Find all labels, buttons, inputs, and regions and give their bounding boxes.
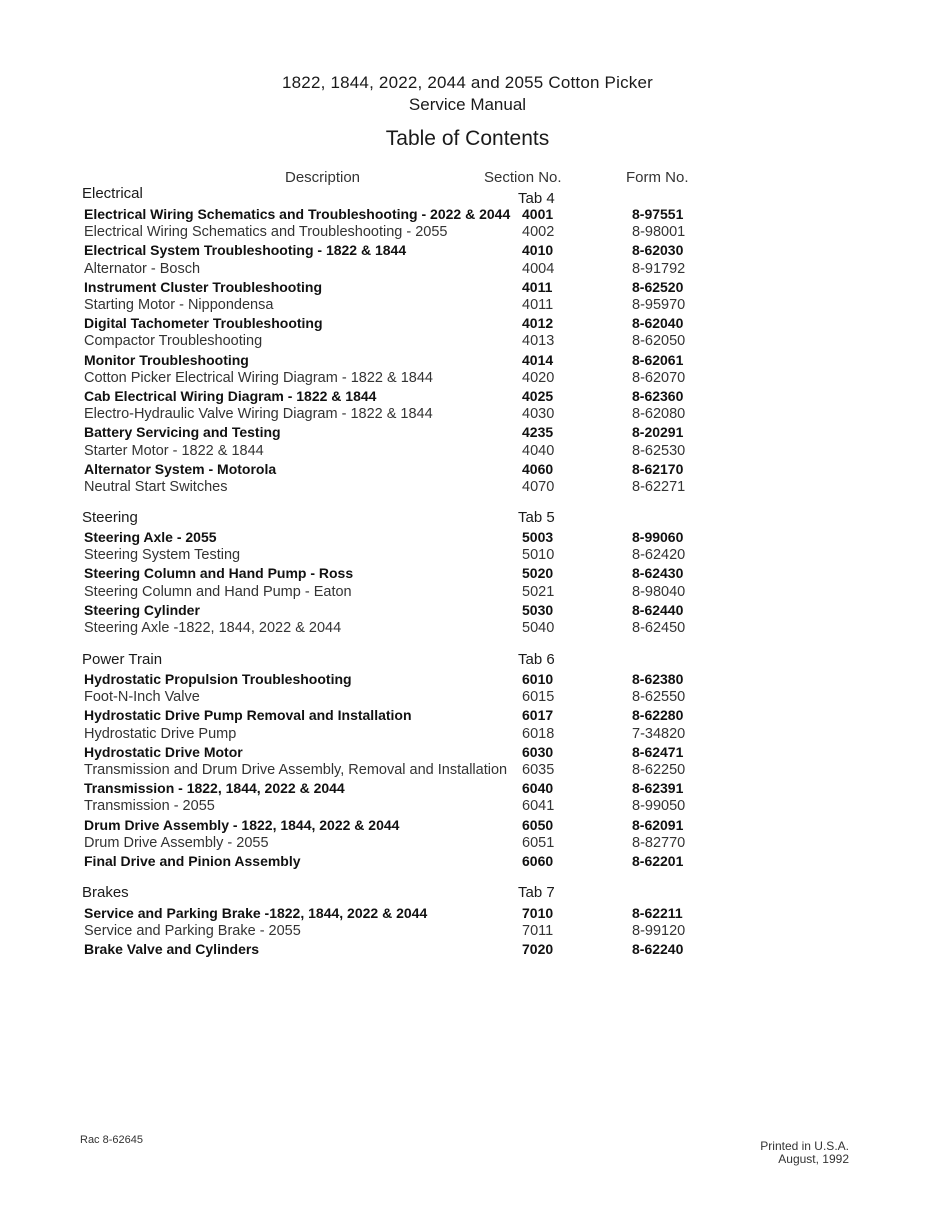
entry-section-number: 6030 [522,743,554,760]
entry-description: Steering Axle - 2055 [84,529,217,545]
entry-form-number: 8-99120 [632,923,686,940]
entry-form-number: 8-62271 [632,479,686,495]
entry-description: Drum Drive Assembly - 1822, 1844, 2022 & 2044 [84,816,400,833]
entry-section-number: 4060 [522,460,554,477]
entry-description: Steering Column and Hand Pump - Eaton [84,583,352,600]
entry-description: Instrument Cluster Troubleshooting [84,278,323,295]
entry-form-number: 8-62061 [632,351,684,368]
entry-description: Compactor Troubleshooting [84,333,263,350]
entry-section-number: 4001 [522,206,554,222]
entry-description: Steering Column and Hand Pump - Ross [84,565,354,582]
print-date: August, 1992 [778,1152,849,1166]
entry-form-number: 8-20291 [632,424,684,441]
toc-entry [0,223,935,241]
manual-subtitle: Service Manual [408,95,527,114]
manual-title: 1822, 1844, 2022, 2044 and 2055 Cotton Picker [281,73,653,92]
entry-section-number: 6017 [522,707,554,724]
entry-section-number: 4014 [522,351,554,368]
toc-entry [0,314,935,332]
section-tab: Tab 7 [518,884,555,901]
entry-section-number: 4025 [522,388,554,404]
column-header-description: Description [285,169,361,186]
entry-section-number: 7020 [522,941,554,958]
toc-entry [0,296,935,314]
toc-entry [0,369,935,387]
entry-description: Electrical Wiring Schematics and Troubleshooting - 2022 & 2044 [84,206,511,222]
entry-form-number: 8-62240 [632,941,684,958]
entry-section-number: 4011 [522,297,554,313]
toc-entry [0,332,935,350]
entry-form-number: 8-62450 [632,620,686,636]
entry-description: Digital Tachometer Troubleshooting [84,315,323,332]
entry-section-number: 4235 [522,424,554,441]
toc-entry [0,904,935,922]
entry-form-number: 8-99060 [632,529,684,545]
entry-description: Starter Motor - 1822 & 1844 [84,442,264,459]
entry-section-number: 4070 [522,479,555,495]
section-name: Power Train [82,651,163,668]
entry-section-number: 5021 [522,583,555,600]
entry-form-number: 7-34820 [632,725,686,742]
entry-description: Steering System Testing [84,547,241,564]
toc-entry [0,278,935,296]
entry-form-number: 8-62530 [632,442,686,459]
entry-form-number: 8-62170 [632,460,684,477]
toc-entry [0,546,935,564]
entry-form-number: 8-62201 [632,853,684,869]
entry-description: Cotton Picker Electrical Wiring Diagram - 1822 & 1844 [84,369,433,386]
entry-section-number: 6035 [522,762,555,778]
toc-entry [0,688,935,706]
entry-form-number: 8-62040 [632,315,684,332]
section-name: Steering [82,509,138,526]
entry-section-number: 4010 [522,242,554,259]
toc-entry [0,405,935,423]
entry-description: Final Drive and Pinion Assembly [84,853,301,869]
entry-form-number: 8-62520 [632,278,684,295]
entry-description: Service and Parking Brake - 2055 [84,923,301,940]
entry-description: Battery Servicing and Testing [84,424,281,441]
entry-description: Hydrostatic Drive Pump [84,725,237,742]
toc-entry [0,460,935,478]
entry-section-number: 4002 [522,224,555,241]
entry-form-number: 8-62430 [632,565,684,582]
entry-form-number: 8-98040 [632,583,686,600]
toc-entry [0,743,935,761]
toc-entry [0,834,935,852]
toc-entry [0,706,935,724]
entry-description: Monitor Troubleshooting [84,351,249,368]
entry-form-number: 8-62380 [632,671,684,687]
entry-description: Alternator System - Motorola [84,460,277,477]
toc-entry [0,423,935,441]
entry-description: Hydrostatic Propulsion Troubleshooting [84,671,352,687]
section-name: Electrical [82,185,143,202]
entry-form-number: 8-62250 [632,762,686,778]
toc-entry [0,528,935,546]
entry-section-number: 7011 [522,923,554,940]
entry-section-number: 7010 [522,905,554,921]
entry-section-number: 5020 [522,565,554,582]
entry-section-number: 4004 [522,260,555,277]
toc-entry [0,761,935,779]
entry-description: Hydrostatic Drive Pump Removal and Installation [84,707,412,724]
entry-section-number: 6010 [522,671,554,687]
entry-section-number: 6060 [522,853,554,869]
entry-form-number: 8-99050 [632,798,686,815]
toc-entry [0,442,935,460]
entry-section-number: 4020 [522,369,555,386]
print-info [760,1140,849,1166]
entry-description: Electrical Wiring Schematics and Troubleshooting - 2055 [84,224,448,241]
toc-entry [0,619,935,637]
entry-section-number: 5003 [522,529,554,545]
entry-form-number: 8-95970 [632,297,686,313]
entry-description: Electrical System Troubleshooting - 1822 & 1844 [84,242,407,259]
section-name: Brakes [82,884,129,901]
entry-description: Foot-N-Inch Valve [84,689,200,706]
toc-entry [0,922,935,940]
entry-description: Service and Parking Brake -1822, 1844, 2022 & 2044 [84,905,428,921]
column-header-form: Form No. [626,169,689,186]
toc-entry [0,260,935,278]
entry-form-number: 8-62391 [632,780,684,797]
entry-description: Hydrostatic Drive Motor [84,743,243,760]
entry-section-number: 6050 [522,816,554,833]
toc-entry [0,816,935,834]
entry-form-number: 8-97551 [632,206,684,222]
toc-entry [0,670,935,688]
entry-form-number: 8-62080 [632,406,686,423]
entry-description: Steering Axle -1822, 1844, 2022 & 2044 [84,620,342,636]
entry-description: Neutral Start Switches [84,479,228,495]
entry-section-number: 6018 [522,725,555,742]
entry-description: Starting Motor - Nippondensa [84,297,274,313]
entry-description: Brake Valve and Cylinders [84,941,260,958]
toc-entry [0,387,935,405]
entry-description: Electro-Hydraulic Valve Wiring Diagram - 1822 & 1844 [84,406,433,423]
entry-description: Transmission and Drum Drive Assembly, Removal and Installation [84,762,508,778]
entry-section-number: 5040 [522,620,555,636]
column-header-section: Section No. [484,169,562,186]
entry-form-number: 8-62471 [632,743,684,760]
toc-entry [0,241,935,259]
entry-section-number: 4030 [522,406,555,423]
entry-section-number: 4011 [522,278,553,295]
entry-form-number: 8-91792 [632,260,686,277]
entry-description: Transmission - 1822, 1844, 2022 & 2044 [84,780,345,797]
entry-section-number: 4040 [522,442,555,459]
entry-section-number: 4012 [522,315,554,332]
toc-entry [0,205,935,223]
entry-form-number: 8-82770 [632,834,686,851]
toc-entry [0,601,935,619]
entry-section-number: 6015 [522,689,555,706]
printed-in: Printed in U.S.A. [760,1139,849,1153]
entry-section-number: 4013 [522,333,555,350]
toc-entry [0,725,935,743]
entry-section-number: 5030 [522,601,554,618]
entry-form-number: 8-62050 [632,333,686,350]
toc-entry [0,478,935,496]
entry-section-number: 6040 [522,780,554,797]
toc-heading: Table of Contents [385,127,550,150]
toc-entry [0,351,935,369]
entry-description: Alternator - Bosch [84,260,201,277]
toc-entry [0,564,935,582]
toc-entry [0,583,935,601]
entry-form-number: 8-62440 [632,601,684,618]
reference-number: Rac 8-62645 [80,1134,143,1146]
entry-form-number: 8-62420 [632,547,686,564]
toc-entry [0,940,935,958]
entry-section-number: 6051 [522,834,555,851]
entry-form-number: 8-62030 [632,242,684,259]
entry-description: Transmission - 2055 [84,798,215,815]
entry-description: Steering Cylinder [84,601,200,618]
entry-form-number: 8-62550 [632,689,686,706]
entry-form-number: 8-62091 [632,816,684,833]
entry-description: Drum Drive Assembly - 2055 [84,834,269,851]
section-tab: Tab 4 [518,190,555,207]
entry-form-number: 8-62211 [632,905,683,921]
entry-description: Cab Electrical Wiring Diagram - 1822 & 1844 [84,388,377,404]
toc-entry [0,797,935,815]
toc-entry [0,779,935,797]
entry-form-number: 8-98001 [632,224,686,241]
section-tab: Tab 6 [518,651,555,668]
entry-section-number: 5010 [522,547,555,564]
section-tab: Tab 5 [518,509,555,526]
entry-form-number: 8-62360 [632,388,684,404]
entry-section-number: 6041 [522,798,555,815]
toc-entry [0,852,935,870]
entry-form-number: 8-62070 [632,369,686,386]
entry-form-number: 8-62280 [632,707,684,724]
